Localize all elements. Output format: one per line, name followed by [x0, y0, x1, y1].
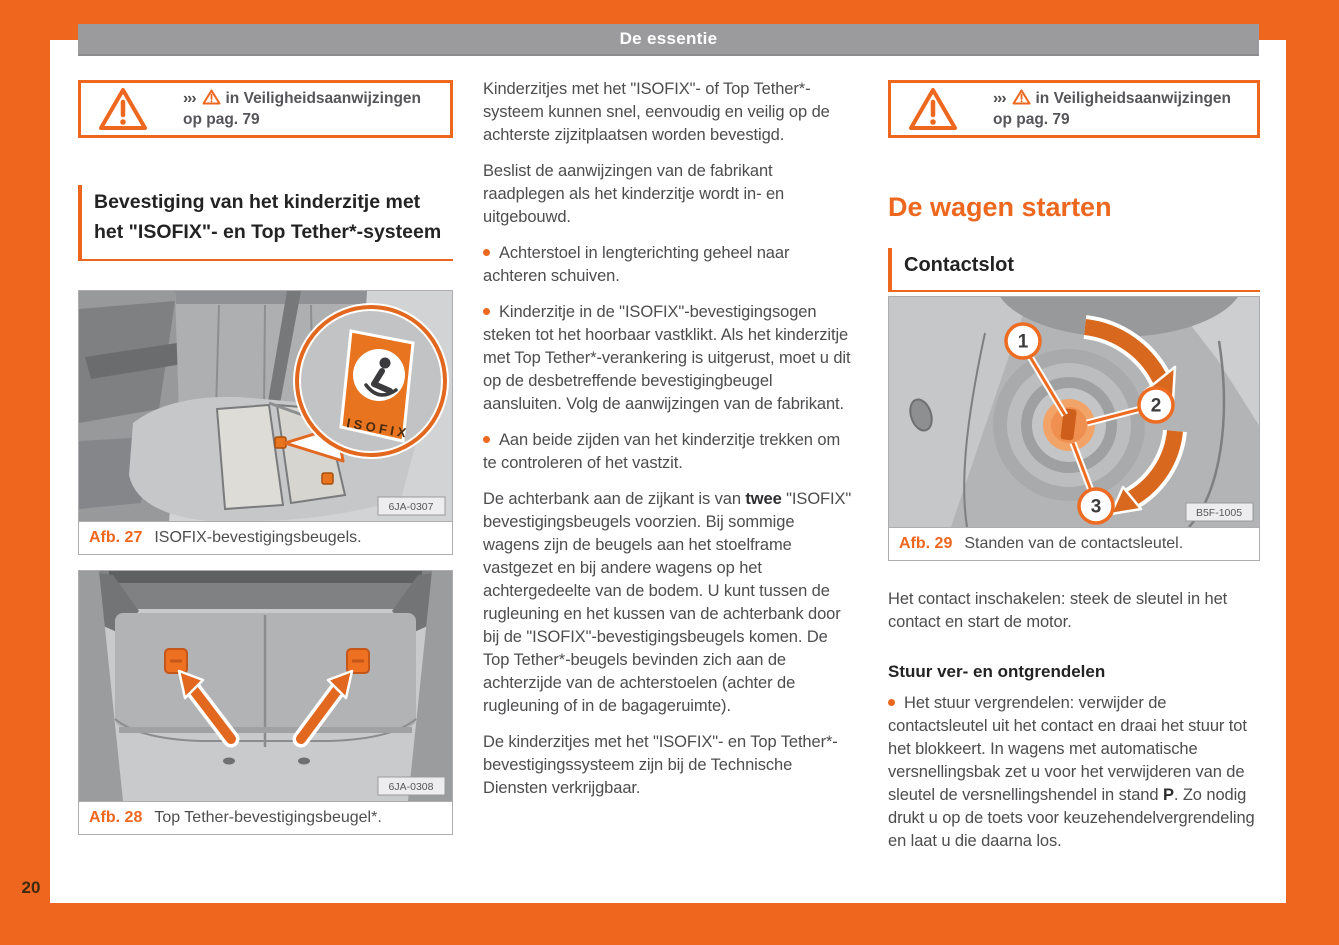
warning-triangle-small-icon [202, 89, 221, 105]
column-middle [483, 40, 855, 903]
figure-caption [889, 528, 1259, 560]
fig28-illustration [79, 571, 452, 801]
callout-number: 2 [1150, 395, 1162, 417]
safety-note-text-block [183, 88, 435, 130]
figure-caption [79, 802, 452, 834]
bullet-item [483, 429, 855, 475]
figure-label: Afb. 27 [89, 529, 143, 546]
bold-text: P [1162, 786, 1174, 804]
fig27-image [79, 291, 452, 522]
callout-number: 1 [1017, 331, 1029, 353]
fig29-image [889, 297, 1259, 528]
figure-code: B5F-1005 [1195, 507, 1243, 519]
bullet-text: Kinderzitje in de "ISOFIX"-bevestigingsogen steken tot het hoorbaar vastklikt. Als het kinderzitje met Top Tether*-verankering is uitgerust, moet u dit op de desbetreffende bevestigingbeugel aansluiten. Volg de aanwijzingen van de fabrikant. [483, 303, 851, 413]
figure-caption [79, 522, 452, 554]
safety-note-text: in Veiligheidsaanwijzingen op pag. 79 [183, 90, 422, 128]
safety-note-box-left [78, 80, 453, 138]
body-paragraph: Beslist de aanwijzingen van de fabrikant raadplegen als het kinderzitje wordt in- en uitgebouwd. [483, 162, 785, 226]
fig27-illustration [79, 291, 452, 521]
bullet-icon [483, 436, 490, 443]
cross-reference-arrows: ››› [993, 90, 1006, 107]
figure-code: 6JA-0308 [388, 781, 434, 793]
safety-note-text: in Veiligheidsaanwijzingen op pag. 79 [993, 90, 1232, 128]
bullet-item [483, 301, 855, 416]
callout-2 [1139, 388, 1173, 422]
header-bar [78, 24, 1259, 56]
figure-code-tag [378, 497, 445, 515]
body-paragraph: De kinderzitjes met het "ISOFIX"- en Top Tether*-bevestigingssysteem zijn bij de Technische Diensten verkrijgbaar. [483, 733, 838, 797]
warning-triangle-small-icon [1012, 89, 1031, 105]
bullet-icon [888, 699, 895, 706]
callout-1 [1006, 324, 1040, 358]
figure-caption-text: Standen van de contactsleutel. [964, 535, 1184, 552]
body-paragraph [483, 488, 855, 718]
isofix-anchor-icon [322, 473, 333, 484]
body-paragraph: Kinderzitjes met het "ISOFIX"- of Top Tether*-systeem kunnen snel, eenvoudig en veilig op de achterste zijzitplaatsen worden bevestigd. [483, 80, 830, 144]
figure-caption-text: ISOFIX-bevestigingsbeugels. [154, 529, 362, 546]
figure-caption-text: Top Tether-bevestigingsbeugel*. [154, 809, 382, 826]
figure-code: 6JA-0307 [388, 501, 434, 513]
isofix-badge-icon [341, 331, 413, 441]
header-title: De essentie [619, 29, 718, 48]
column-right [888, 40, 1260, 903]
figure-label: Afb. 28 [89, 809, 143, 826]
warning-triangle-icon [97, 86, 149, 132]
bullet-text: . Zo nodig drukt u op de toets voor keuzehendelvergrendeling en laat u die daarna los. [888, 786, 1255, 850]
safety-note-text-block [993, 88, 1245, 130]
paragraph-text: "ISOFIX" bevestigingsbeugels voorzien. Bij sommige wagens zijn de beugels aan het stoelframe vastgezet en bij andere wagens op het achtergedeelte van de bodem. U kunt tussen de rugleuning en het kussen van de achterbank door bij de "ISOFIX"-bevestigingsbeugels komen. De Top Tether*-beugels bevinden zich aan de achterzijde van de achterstoelen (achter de rugleuning of in de bagageruimte). [483, 490, 852, 715]
fig28-image [79, 571, 452, 802]
section-heading-contactslot: Contactslot [888, 248, 1260, 292]
cross-reference-arrows: ››› [183, 90, 196, 107]
bold-text: twee [745, 490, 782, 508]
figure-code-tag [1186, 503, 1253, 521]
callout-number: 3 [1090, 496, 1102, 518]
bullet-text: Aan beide zijden van het kinderzitje trekken om te controleren of het vastzit. [483, 431, 841, 472]
bullet-icon [483, 249, 490, 256]
subsection-heading: Stuur ver- en ontgrendelen [888, 662, 1106, 681]
bullet-icon [483, 308, 490, 315]
figure-code-tag [378, 777, 445, 795]
safety-note-box-right [888, 80, 1260, 138]
figure-afb28 [78, 570, 453, 835]
page-content [50, 40, 1286, 903]
figure-afb29 [888, 296, 1260, 561]
body-paragraph: Het contact inschakelen: steek de sleutel in het contact en start de motor. [888, 590, 1228, 631]
figure-afb27 [78, 290, 453, 555]
bullet-text: Achterstoel in lengterichting geheel naar achteren schuiven. [483, 244, 790, 285]
bullet-text: Het stuur vergrendelen: verwijder de contactsleutel uit het contact en draai het stuur tot het blokkeert. In wagens met automatische versnellingsbak zet u voor het verwijderen van de sleutel de versnellingshendel in stand [888, 694, 1247, 804]
bullet-item [483, 242, 855, 288]
bullet-item [888, 692, 1260, 853]
paragraph-text: De achterbank aan de zijkant is van [483, 490, 746, 508]
column-left [78, 40, 453, 903]
figure-label: Afb. 29 [899, 535, 953, 552]
section-heading-isofix: Bevestiging van het kinderzitje met het "ISOFIX"- en Top Tether*-systeem [78, 185, 453, 261]
callout-3 [1079, 489, 1113, 523]
warning-triangle-icon [907, 86, 959, 132]
chapter-title: De wagen starten [888, 192, 1112, 222]
page-number: 20 [21, 878, 41, 897]
isofix-badge-label: ISOFIX [345, 415, 411, 442]
fig29-illustration [889, 297, 1259, 527]
